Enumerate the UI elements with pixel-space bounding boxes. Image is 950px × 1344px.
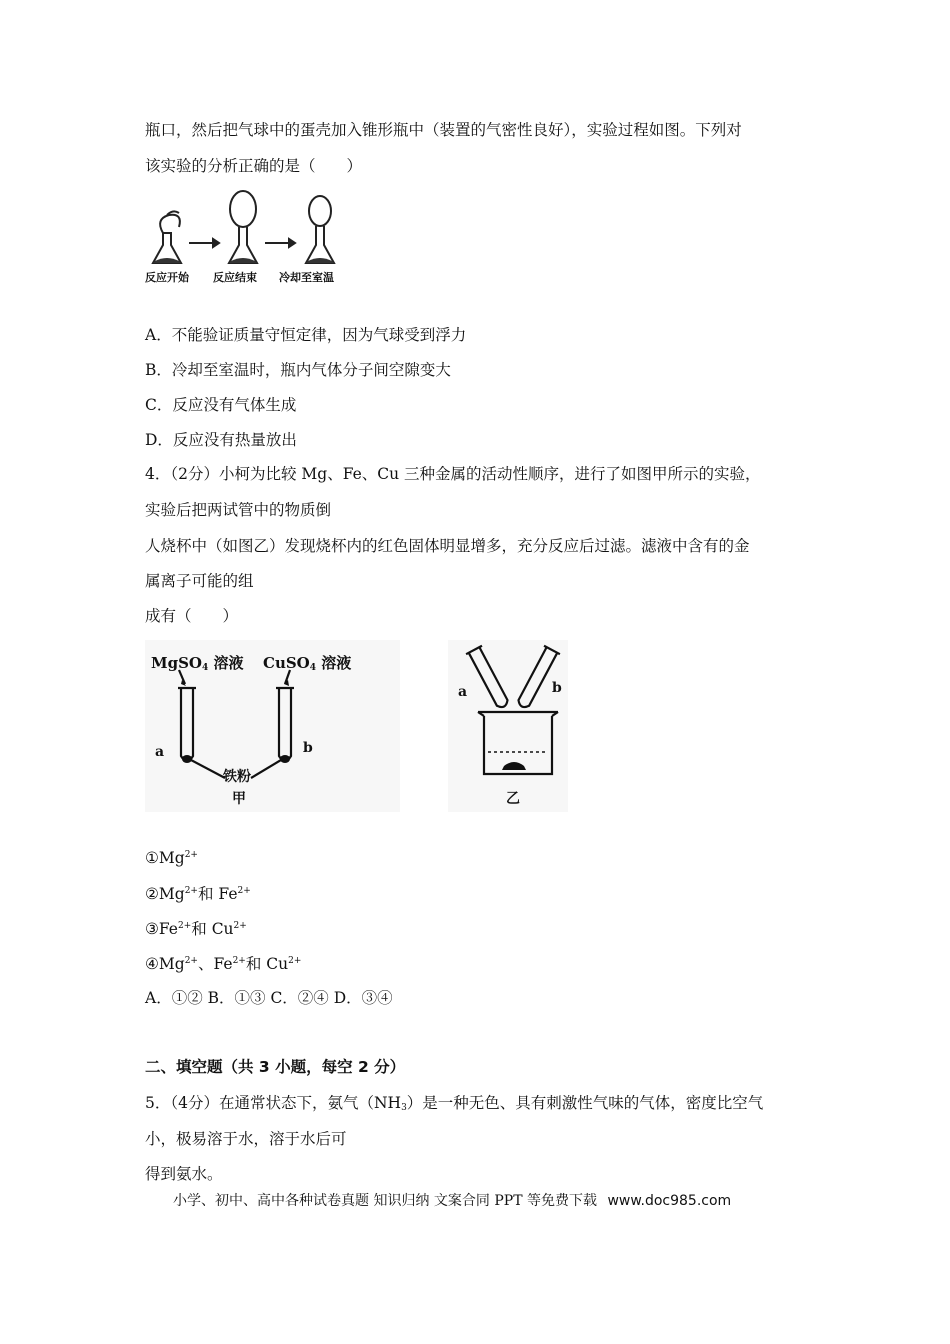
jia-label-b: b — [303, 740, 313, 756]
q3-figure-label-start: 反应开始 — [145, 271, 189, 284]
q5-line1: 5．（4分）在通常状态下，氨气$(NH_3)$是一种无色、具有刺激性气味的气体，密度比空气 — [145, 1094, 764, 1113]
yi-label-a: a — [458, 684, 468, 700]
q5-line3: 得到氨水。 — [145, 1165, 223, 1183]
figure-jia — [145, 640, 400, 812]
figure-yi — [448, 640, 568, 812]
jia-label-a: a — [155, 744, 165, 760]
jia-tube-a-solution-label: MgSO$_4$ 溶液 — [151, 654, 244, 673]
q3-option-d: D．反应没有热量放出 — [145, 431, 297, 449]
yi-label-b: b — [552, 680, 562, 696]
q4-stem-line3: 人烧杯中（如图乙）发现烧杯内的红色固体明显增多，充分反应后过滤。滤液中含有的金 — [145, 537, 750, 555]
q3-figure-label-cool: 冷却至室温 — [279, 271, 334, 284]
q3-option-a: A．不能验证质量守恒定律，因为气球受到浮力 — [145, 326, 467, 344]
q3-balloon-figure — [145, 183, 345, 291]
q4-stem-line2: 实验后把两试管中的物质倒 — [145, 501, 332, 519]
q4-item-4: $④Mg^{2+}$、$Fe^{2+}$和 $Cu^{2+}$ — [145, 955, 302, 973]
q3-option-c: C．反应没有气体生成 — [145, 396, 297, 414]
footer-text: 小学、初中、高中各种试卷真题 知识归纳 文案合同 PPT 等免费下载 — [173, 1193, 597, 1209]
q4-stem-line5: 成有（ ） — [145, 607, 239, 625]
q4-stem-line4: 属离子可能的组 — [145, 572, 254, 590]
jia-iron-powder-label: 铁粉 — [223, 769, 251, 785]
q4-options: A．①② B．①③ C．②④ D．③④ — [145, 989, 393, 1007]
jia-caption: 甲 — [232, 791, 246, 807]
q3-figure-label-end: 反应结束 — [213, 271, 257, 284]
q3-stem-line2: 该实验的分析正确的是（ ） — [145, 157, 363, 175]
q4-item-2: $②Mg^{2+}$和 $Fe^{2+}$ — [145, 885, 251, 903]
section2-title: 二、填空题（共 3 小题，每空 2 分） — [145, 1058, 406, 1076]
q4-item-1: $①Mg^{2+}$ — [145, 849, 198, 867]
q5-line2: 小，极易溶于水，溶于水后可 — [145, 1130, 347, 1148]
jia-tube-b-solution-label: CuSO$_4$ 溶液 — [263, 654, 352, 673]
q3-stem-line1: 瓶口，然后把气球中的蛋壳加入锥形瓶中（装置的气密性良好），实验过程如图。下列对 — [145, 121, 742, 139]
footer — [173, 1190, 731, 1210]
q4-stem-line1: 4．（2分）小柯为比较 Mg、Fe、Cu 三种金属的活动性顺序，进行了如图甲所示的实验， — [145, 465, 761, 483]
footer-url[interactable]: www.doc985.com — [607, 1193, 732, 1209]
q3-option-b: B．冷却至室温时，瓶内气体分子间空隙变大 — [145, 361, 451, 379]
yi-caption: 乙 — [506, 791, 520, 807]
q4-item-3: $③Fe^{2+}$和 $Cu^{2+}$ — [145, 920, 247, 938]
